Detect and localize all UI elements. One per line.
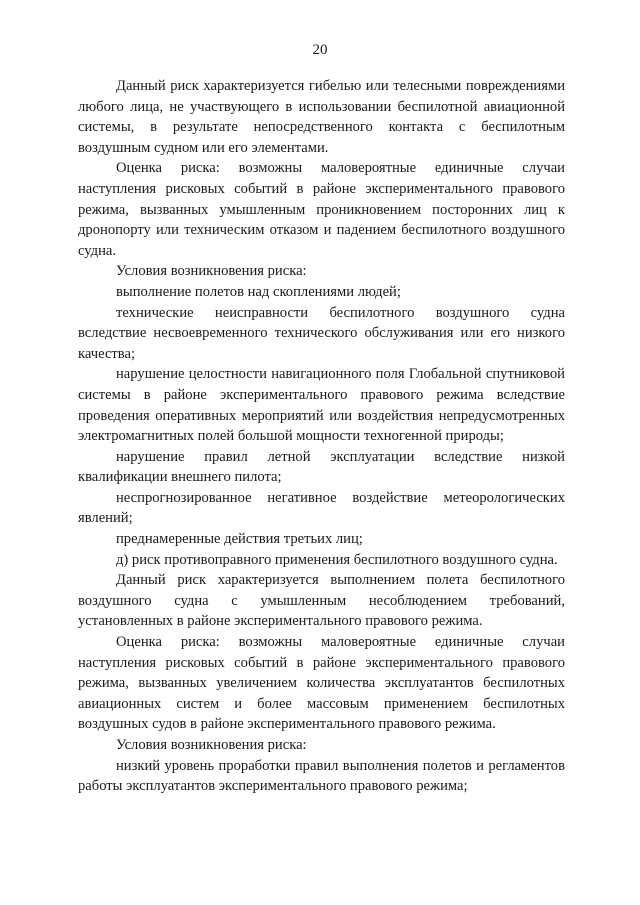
document-body: [78, 76, 565, 797]
paragraph-risk-description: Данный риск характеризуется выполнением полета беспилотного воздушного судна с умышленным несоблюдением требований, установленных в районе экспериментального правового режима.: [78, 572, 565, 630]
list-item-condition: низкий уровень проработки правил выполнения полетов и регламентов работы эксплуатантов экспериментального правового режима;: [78, 757, 565, 795]
paragraph-risk-conditions-heading: Условия возникновения риска:: [116, 737, 307, 753]
list-item-condition: неспрогнозированное негативное воздействие метеорологических явлений;: [78, 489, 565, 527]
list-item-condition: преднамеренные действия третьих лиц;: [116, 531, 363, 548]
paragraph-risk-conditions-heading: Условия возникновения риска:: [116, 263, 307, 280]
section-item-d: д) риск противоправного применения беспилотного воздушного судна.: [116, 551, 558, 568]
list-item-condition: технические неисправности беспилотного воздушного судна вследствие несвоевременного технического обслуживания или его низкого качества;: [78, 304, 565, 362]
paragraph-risk-assessment: Оценка риска: возможны маловероятные единичные случаи наступления рисковых событий в районе экспериментального правового режима, вызванных увеличением количества эксплуатантов беспилотных авиационных систем и более массовым применением беспилотных воздушных судов в районе экспериментального правового режима.: [78, 634, 565, 733]
list-item-condition: нарушение целостности навигационного поля Глобальной спутниковой системы в районе экспериментального правового режима вследствие проведения оперативных мероприятий или воздействия непредусмотренных электромагнитных полей большой мощности техногенной природы;: [78, 366, 565, 445]
page-number: 20: [312, 42, 328, 58]
paragraph-risk-description: Данный риск характеризуется гибелью или телесными повреждениями любого лица, не участвующего в использовании беспилотной авиационной системы, в результате непосредственного контакта с беспилотным воздушным судном или его элементами.: [78, 78, 565, 156]
paragraph-risk-assessment: Оценка риска: возможны маловероятные единичные случаи наступления рисковых событий в районе экспериментального правового режима, вызванных умышленным проникновением посторонних лиц к дронопорту или техническим отказом и падением беспилотного воздушного судна.: [78, 160, 565, 259]
list-item-condition: выполнение полетов над скоплениями людей;: [116, 283, 401, 300]
list-item-condition: нарушение правил летной эксплуатации вследствие низкой квалификации внешнего пилота;: [78, 448, 565, 486]
